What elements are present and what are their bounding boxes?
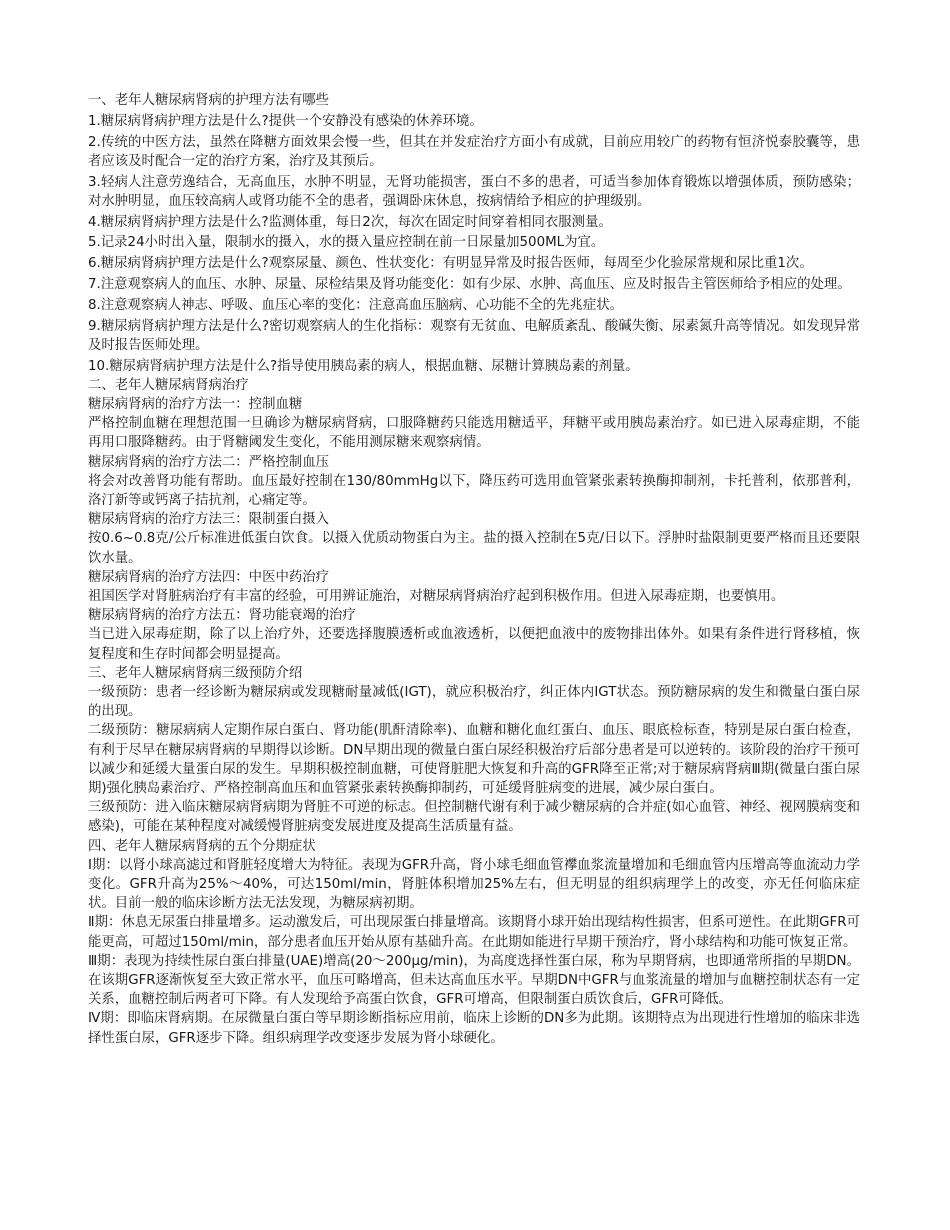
prevention-level-3: 三级预防：进入临床糖尿病肾病期为肾脏不可逆的标志。但控制糖代谢有利于减少糖尿病的合并症(如心血管、神经、视网膜病变和感染)，可能在某种程度对减缓慢肾脏病变发展进度及提高生活质量有益。 [88,800,860,835]
treatment-method-3-title: 糖尿病肾病的治疗方法三：限制蛋白摄入 [88,512,330,528]
nursing-item-9: 9.糖尿病肾病护理方法是什么?密切观察病人的生化指标：观察有无贫血、电解质紊乱、酸碱失衡、尿素氮升高等情况。如发现异常及时报告医师处理。 [88,318,860,353]
nursing-item-2: 2.传统的中医方法，虽然在降糖方面效果会慢一些，但其在并发症治疗方面小有成就，目前应用较广的药物有恒济悦泰胶囊等，患者应该及时配合一定的治疗方案，治疗及其预后。 [88,134,860,169]
treatment-method-3-body: 按0.6~0.8克/公斤标准进低蛋白饮食。以摄入优质动物蛋白为主。盐的摄入控制在5克/日以下。浮肿时盐限制更要严格而且还要限饮水量。 [88,531,860,566]
stage-3-paragraph: Ⅲ期：表现为持续性尿白蛋白排量(UAE)增高(20～200μg/min)，为高度选择性蛋白尿，称为早期肾病，也即通常所指的早期DN。在该期GFR逐渐恢复至大致正常水平，血压可略增高，但未达高血压水平。早期DN中GFR与血浆流量的增加与血糖控制状态有一定关系，血糖控制后两者可下降。有人发现给予高蛋白饮食，GFR可增高，但限制蛋白质饮食后，GFR可降低。 [88,953,860,1008]
nursing-item-7: 7.注意观察病人的血压、水肿、尿量、尿检结果及肾功能变化：如有少尿、水肿、高血压、应及时报告主管医师给予相应的处理。 [88,276,851,292]
section-heading-nursing: 一、老年人糖尿病肾病的护理方法有哪些 [88,93,330,108]
treatment-method-4-body: 祖国医学对肾脏病治疗有丰富的经验，可用辨证施治，对糖尿病肾病治疗起到积极作用。但进入尿毒症期，也要慎用。 [88,589,785,605]
section-heading-treatment: 二、老年人糖尿病肾病治疗 [88,377,249,393]
stage-4-paragraph: Ⅳ期：即临床肾病期。在尿微量白蛋白等早期诊断指标应用前，临床上诊断的DN多为此期。该期特点为出现进行性增加的临床非选择性蛋白尿，GFR逐步下降。组织病理学改变逐步发展为肾小球硬化。 [88,1011,860,1046]
treatment-method-2-body: 将会对改善肾功能有帮助。血压最好控制在130/80mmHg以下，降压药可选用血管紧张素转换酶抑制剂，卡托普利，依那普利，洛汀新等或钙离子拮抗剂，心痛定等。 [88,473,860,508]
stage-2-paragraph: Ⅱ期：休息无尿蛋白排量增多。运动激发后，可出现尿蛋白排量增高。该期肾小球开始出现结构性损害，但系可逆性。在此期GFR可能更高，可超过150ml/min，部分患者血压开始从原有基础升高。在此期如能进行早期干预治疗，肾小球结构和功能可恢复正常。 [88,915,860,950]
treatment-method-4-title: 糖尿病肾病的治疗方法四：中医中药治疗 [88,569,330,585]
section-heading-stages: 四、老年人糖尿病肾病的五个分期症状 [88,838,316,854]
section-heading-prevention: 三、老年人糖尿病肾病三级预防介绍 [88,665,303,681]
nursing-item-5: 5.记录24小时出入量，限制水的摄入，水的摄入量应控制在前一日尿量加500ML为宜。 [88,235,605,251]
nursing-item-3: 3.轻病人注意劳逸结合，无高血压，水肿不明显，无肾功能损害，蛋白不多的患者，可适当参加体育锻炼以增强体质，预防感染；对水肿明显，血压较高病人或肾功能不全的患者，强调卧床休息，按病情给予相应的护理级别。 [88,174,860,209]
nursing-item-1: 1.糖尿病肾病护理方法是什么?提供一个安静没有感染的休养环境。 [88,113,483,129]
nursing-item-10: 10.糖尿病肾病护理方法是什么?指导使用胰岛素的病人，根据血糖、尿糖计算胰岛素的剂量。 [88,358,639,374]
nursing-item-4: 4.糖尿病肾病护理方法是什么?监测体重，每日2次，每次在固定时间穿着相同衣服测量。 [88,214,612,230]
treatment-method-5-body: 当已进入尿毒症期，除了以上治疗外，还要选择腹膜透析或血液透析，以便把血液中的废物排出体外。如果有条件进行肾移植，恢复程度和生存时间都会明显提高。 [88,627,860,662]
prevention-level-2: 二级预防：糖尿病病人定期作尿白蛋白、肾功能(肌酐清除率)、血糖和糖化血红蛋白、血压、眼底检标查，特别是尿白蛋白检查，有利于尽早在糖尿病肾病的早期得以诊断。DN早期出现的微量白蛋白尿经积极治疗后部分患者是可以逆转的。该阶段的治疗干预可以减少和延缓大量蛋白尿的发生。早期积极控制血糖，可使肾脏肥大恢复和升高的GFR降至正常;对于糖尿病肾病Ⅲ期(微量白蛋白尿期)强化胰岛素治疗、严格控制高血压和血管紧张素转换酶抑制药，可延缓肾脏病变的进展，减少尿白蛋白。 [88,723,860,797]
document-page [88,91,860,1048]
treatment-method-2-title: 糖尿病肾病的治疗方法二：严格控制血压 [88,454,330,470]
nursing-item-6: 6.糖尿病肾病护理方法是什么?观察尿量、颜色、性状变化：有明显异常及时报告医师，每周至少化验尿常规和尿比重1次。 [88,256,813,272]
treatment-method-1-title: 糖尿病肾病的治疗方法一：控制血糖 [88,396,303,412]
treatment-method-1-body: 严格控制血糖在理想范围一旦确诊为糖尿病肾病，口服降糖药只能选用糖适平，拜糖平或用胰岛素治疗。如已进入尿毒症期，不能再用口服降糖药。由于肾糖阈发生变化，不能用测尿糖来观察病情。 [88,416,860,451]
nursing-item-8: 8.注意观察病人神志、呼吸、血压心率的变化：注意高血压脑病、心功能不全的先兆症状。 [88,297,624,313]
treatment-method-5-title: 糖尿病肾病的治疗方法五：肾功能衰竭的治疗 [88,608,356,624]
stage-1-paragraph: Ⅰ期：以肾小球高滤过和肾脏轻度增大为特征。表现为GFR升高，肾小球毛细血管襻血浆流量增加和毛细血管内压增高等血流动力学变化。GFR升高为25%～40%，可达150ml/min，肾脏体积增加25%左右，但无明显的组织病理学上的改变，亦无任何临床症状。目前一般的临床诊断方法无法发现，为糖尿病初期。 [88,857,860,912]
prevention-level-1: 一级预防：患者一经诊断为糖尿病或发现糖耐量减低(IGT)，就应积极治疗，纠正体内IGT状态。预防糖尿病的发生和微量白蛋白尿的出现。 [88,685,860,720]
